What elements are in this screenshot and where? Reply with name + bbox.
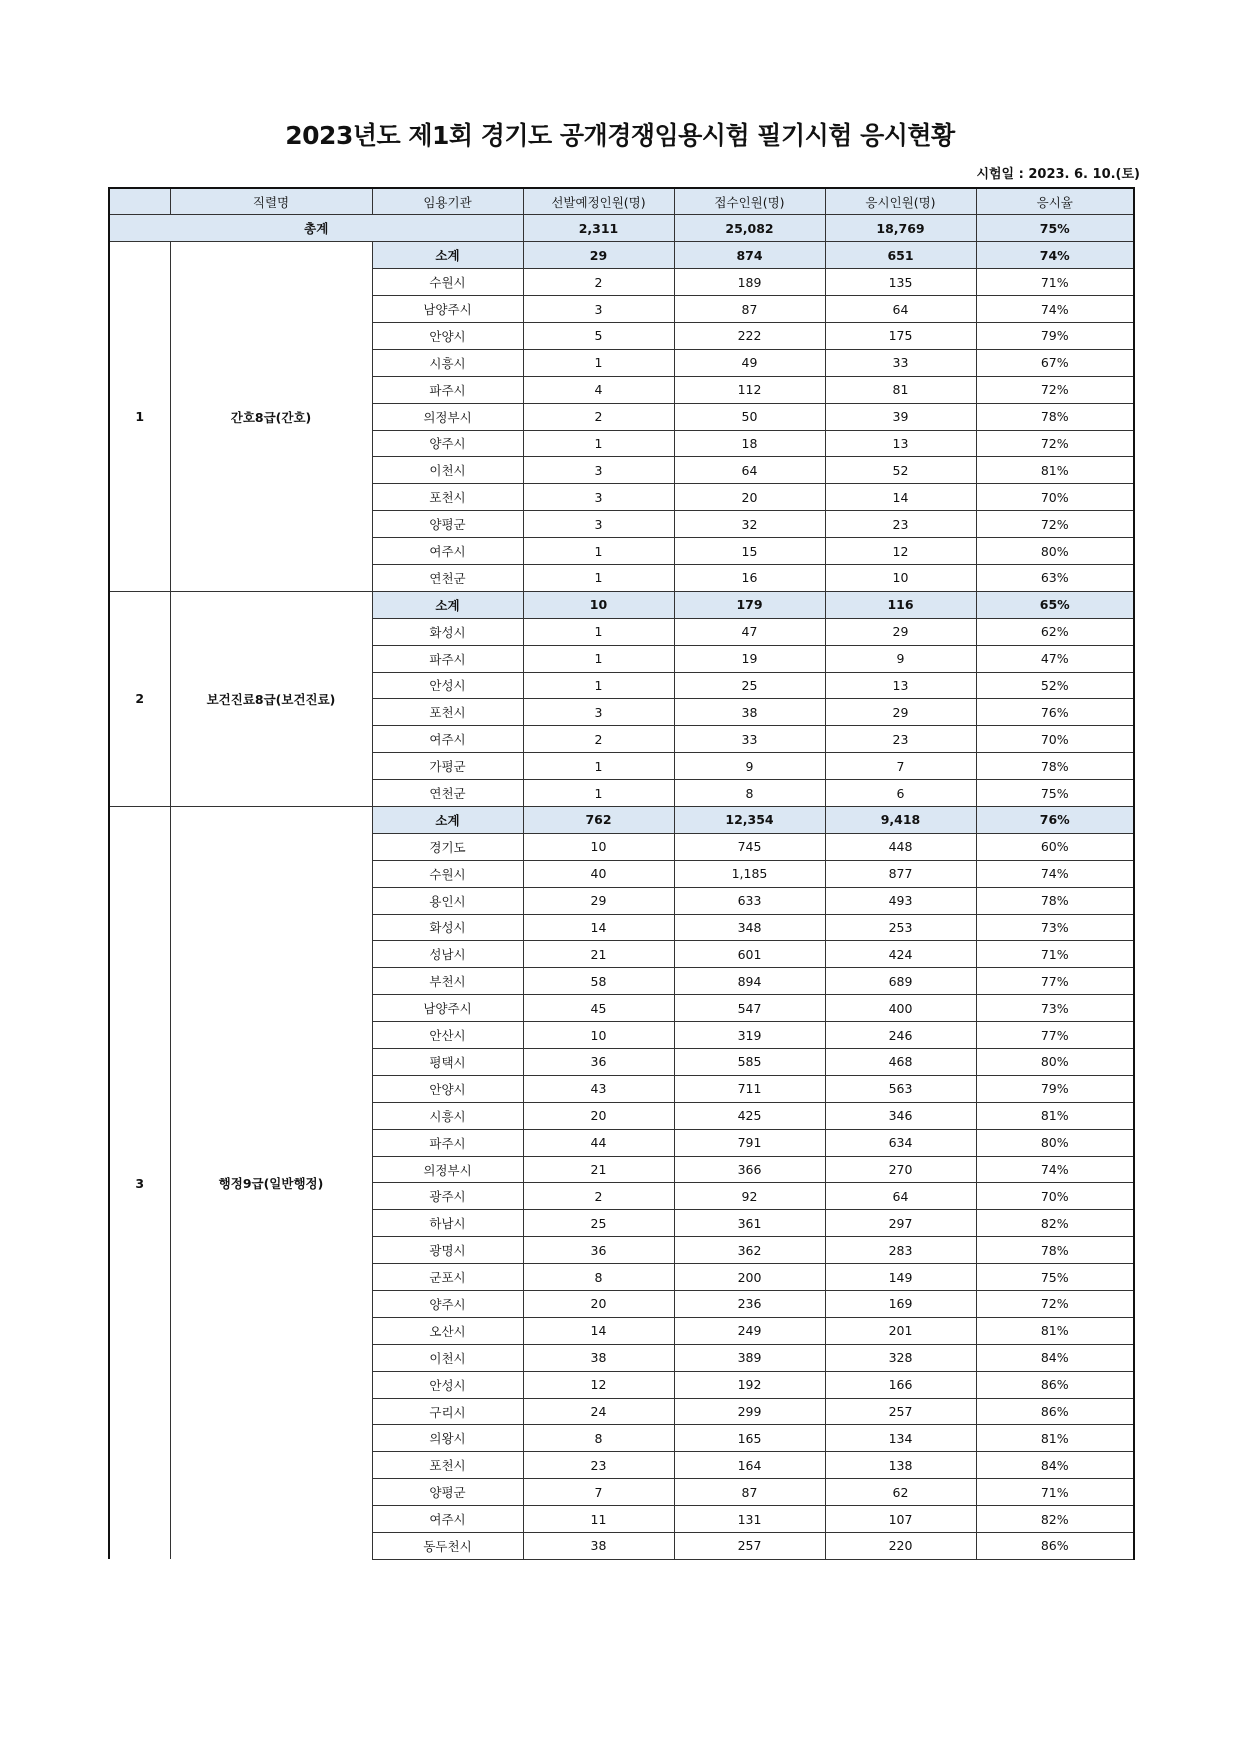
rate-cell: 84%: [976, 1452, 1134, 1479]
attended-cell: 877: [825, 860, 976, 887]
applied-cell: 38: [674, 699, 825, 726]
attended-cell: 448: [825, 833, 976, 860]
agency-cell: 여주시: [372, 726, 523, 753]
rate-cell: 79%: [976, 1075, 1134, 1102]
agency-cell: 포천시: [372, 699, 523, 726]
rate-cell: 70%: [976, 726, 1134, 753]
agency-cell: 화성시: [372, 618, 523, 645]
applied-cell: 348: [674, 914, 825, 941]
applied-cell: 164: [674, 1452, 825, 1479]
group-number: 2: [109, 591, 170, 806]
attended-cell: 81: [825, 376, 976, 403]
selected-cell: 36: [523, 1237, 674, 1264]
selected-cell: 36: [523, 1049, 674, 1076]
agency-cell: 안산시: [372, 1022, 523, 1049]
rate-cell: 75%: [976, 780, 1134, 807]
applied-cell: 299: [674, 1398, 825, 1425]
attended-cell: 135: [825, 269, 976, 296]
attended-cell: 29: [825, 618, 976, 645]
subtotal-rate-cell: 76%: [976, 806, 1134, 833]
applied-cell: 200: [674, 1264, 825, 1291]
agency-cell: 여주시: [372, 1506, 523, 1533]
group-series-name: 보건진료8급(보건진료): [170, 591, 372, 806]
rate-cell: 72%: [976, 1291, 1134, 1318]
selected-cell: 25: [523, 1210, 674, 1237]
agency-cell: 안양시: [372, 322, 523, 349]
selected-cell: 1: [523, 780, 674, 807]
agency-cell: 이천시: [372, 457, 523, 484]
subtotal-selected-cell: 29: [523, 242, 674, 269]
selected-cell: 14: [523, 1317, 674, 1344]
applied-cell: 20: [674, 484, 825, 511]
subtotal-rate-cell: 74%: [976, 242, 1134, 269]
header-rate: 응시율: [976, 188, 1134, 215]
header-row: [109, 188, 1134, 215]
attended-cell: 64: [825, 296, 976, 323]
applied-cell: 601: [674, 941, 825, 968]
subtotal-applied-cell: 874: [674, 242, 825, 269]
exam-date: 시험일 : 2023. 6. 10.(토): [976, 167, 1140, 182]
selected-cell: 44: [523, 1129, 674, 1156]
attended-cell: 23: [825, 726, 976, 753]
rate-cell: 81%: [976, 1317, 1134, 1344]
selected-cell: 3: [523, 296, 674, 323]
agency-cell: 양주시: [372, 430, 523, 457]
selected-cell: 29: [523, 887, 674, 914]
rate-cell: 77%: [976, 1022, 1134, 1049]
selected-cell: 24: [523, 1398, 674, 1425]
selected-cell: 20: [523, 1102, 674, 1129]
subtotal-selected-cell: 10: [523, 591, 674, 618]
header-series: 직렬명: [170, 188, 372, 215]
rate-cell: 72%: [976, 430, 1134, 457]
applied-cell: 745: [674, 833, 825, 860]
selected-cell: 8: [523, 1264, 674, 1291]
attended-cell: 13: [825, 430, 976, 457]
selected-cell: 40: [523, 860, 674, 887]
agency-cell: 경기도: [372, 833, 523, 860]
agency-cell: 남양주시: [372, 296, 523, 323]
applied-cell: 47: [674, 618, 825, 645]
rate-cell: 71%: [976, 941, 1134, 968]
agency-cell: 부천시: [372, 968, 523, 995]
selected-cell: 8: [523, 1425, 674, 1452]
rate-cell: 78%: [976, 753, 1134, 780]
header-agency: 임용기관: [372, 188, 523, 215]
agency-cell: 동두천시: [372, 1533, 523, 1560]
applied-cell: 50: [674, 403, 825, 430]
selected-cell: 43: [523, 1075, 674, 1102]
applied-cell: 8: [674, 780, 825, 807]
attended-cell: 107: [825, 1506, 976, 1533]
attended-cell: 23: [825, 511, 976, 538]
rate-cell: 81%: [976, 1425, 1134, 1452]
header-selected: 선발예정인원(명): [523, 188, 674, 215]
selected-cell: 4: [523, 376, 674, 403]
agency-cell: 구리시: [372, 1398, 523, 1425]
rate-cell: 78%: [976, 887, 1134, 914]
selected-cell: 23: [523, 1452, 674, 1479]
total-selected: 2,311: [523, 215, 674, 242]
attended-cell: 253: [825, 914, 976, 941]
agency-cell: 의정부시: [372, 1156, 523, 1183]
attended-cell: 9: [825, 645, 976, 672]
rate-cell: 52%: [976, 672, 1134, 699]
agency-cell: 양평군: [372, 1479, 523, 1506]
rate-cell: 71%: [976, 1479, 1134, 1506]
agency-cell: 파주시: [372, 376, 523, 403]
agency-cell: 화성시: [372, 914, 523, 941]
attended-cell: 134: [825, 1425, 976, 1452]
selected-cell: 3: [523, 511, 674, 538]
rate-cell: 80%: [976, 1049, 1134, 1076]
rate-cell: 81%: [976, 457, 1134, 484]
attended-cell: 634: [825, 1129, 976, 1156]
subtotal-rate-cell: 65%: [976, 591, 1134, 618]
group-series-name: 간호8급(간호): [170, 242, 372, 592]
selected-cell: 20: [523, 1291, 674, 1318]
group-series-name: 행정9급(일반행정): [170, 806, 372, 1559]
agency-cell: 양주시: [372, 1291, 523, 1318]
selected-cell: 2: [523, 1183, 674, 1210]
attended-cell: 493: [825, 887, 976, 914]
subtotal-attended-cell: 651: [825, 242, 976, 269]
selected-cell: 3: [523, 484, 674, 511]
total-attended: 18,769: [825, 215, 976, 242]
attended-cell: 6: [825, 780, 976, 807]
attended-cell: 283: [825, 1237, 976, 1264]
agency-cell: 시흥시: [372, 349, 523, 376]
rate-cell: 81%: [976, 1102, 1134, 1129]
selected-cell: 3: [523, 457, 674, 484]
applied-cell: 585: [674, 1049, 825, 1076]
applied-cell: 711: [674, 1075, 825, 1102]
selected-cell: 11: [523, 1506, 674, 1533]
rate-cell: 62%: [976, 618, 1134, 645]
agency-cell: 파주시: [372, 1129, 523, 1156]
applied-cell: 894: [674, 968, 825, 995]
selected-cell: 1: [523, 672, 674, 699]
rate-cell: 74%: [976, 1156, 1134, 1183]
applied-cell: 1,185: [674, 860, 825, 887]
attended-cell: 62: [825, 1479, 976, 1506]
rate-cell: 86%: [976, 1398, 1134, 1425]
agency-cell: 남양주시: [372, 995, 523, 1022]
applied-cell: 87: [674, 1479, 825, 1506]
agency-cell: 안성시: [372, 672, 523, 699]
selected-cell: 5: [523, 322, 674, 349]
agency-cell: 수원시: [372, 269, 523, 296]
selected-cell: 1: [523, 753, 674, 780]
subtotal-row: [109, 591, 1134, 618]
applied-cell: 33: [674, 726, 825, 753]
selected-cell: 58: [523, 968, 674, 995]
applied-cell: 131: [674, 1506, 825, 1533]
applied-cell: 547: [674, 995, 825, 1022]
subtotal-agency-cell: 소계: [372, 591, 523, 618]
applied-cell: 92: [674, 1183, 825, 1210]
rate-cell: 86%: [976, 1371, 1134, 1398]
agency-cell: 의정부시: [372, 403, 523, 430]
applied-cell: 165: [674, 1425, 825, 1452]
group-number: 3: [109, 806, 170, 1559]
selected-cell: 38: [523, 1533, 674, 1560]
attended-cell: 328: [825, 1344, 976, 1371]
attended-cell: 7: [825, 753, 976, 780]
rate-cell: 77%: [976, 968, 1134, 995]
agency-cell: 평택시: [372, 1049, 523, 1076]
applied-cell: 425: [674, 1102, 825, 1129]
selected-cell: 1: [523, 430, 674, 457]
attended-cell: 64: [825, 1183, 976, 1210]
agency-cell: 용인시: [372, 887, 523, 914]
attended-cell: 400: [825, 995, 976, 1022]
selected-cell: 38: [523, 1344, 674, 1371]
agency-cell: 가평군: [372, 753, 523, 780]
selected-cell: 2: [523, 269, 674, 296]
attended-cell: 270: [825, 1156, 976, 1183]
applied-cell: 32: [674, 511, 825, 538]
selected-cell: 12: [523, 1371, 674, 1398]
applied-cell: 257: [674, 1533, 825, 1560]
agency-cell: 광명시: [372, 1237, 523, 1264]
agency-cell: 시흥시: [372, 1102, 523, 1129]
subtotal-applied-cell: 179: [674, 591, 825, 618]
applied-cell: 189: [674, 269, 825, 296]
selected-cell: 1: [523, 349, 674, 376]
agency-cell: 연천군: [372, 564, 523, 591]
selected-cell: 10: [523, 833, 674, 860]
rate-cell: 70%: [976, 1183, 1134, 1210]
subtotal-row: [109, 806, 1134, 833]
selected-cell: 10: [523, 1022, 674, 1049]
attended-cell: 175: [825, 322, 976, 349]
attended-cell: 52: [825, 457, 976, 484]
agency-cell: 성남시: [372, 941, 523, 968]
header-attended: 응시인원(명): [825, 188, 976, 215]
applied-cell: 64: [674, 457, 825, 484]
rate-cell: 79%: [976, 322, 1134, 349]
attended-cell: 424: [825, 941, 976, 968]
agency-cell: 오산시: [372, 1317, 523, 1344]
applied-cell: 18: [674, 430, 825, 457]
total-label: 총계: [109, 215, 523, 242]
attended-cell: 149: [825, 1264, 976, 1291]
rate-cell: 84%: [976, 1344, 1134, 1371]
attended-cell: 33: [825, 349, 976, 376]
rate-cell: 82%: [976, 1210, 1134, 1237]
header-applied: 접수인원(명): [674, 188, 825, 215]
agency-cell: 연천군: [372, 780, 523, 807]
subtotal-selected-cell: 762: [523, 806, 674, 833]
total-rate: 75%: [976, 215, 1134, 242]
attended-cell: 10: [825, 564, 976, 591]
agency-cell: 이천시: [372, 1344, 523, 1371]
agency-cell: 파주시: [372, 645, 523, 672]
applied-cell: 389: [674, 1344, 825, 1371]
agency-cell: 여주시: [372, 538, 523, 565]
page-title: 2023년도 제1회 경기도 공개경쟁임용시험 필기시험 응시현황: [285, 121, 955, 150]
selected-cell: 14: [523, 914, 674, 941]
applied-cell: 19: [674, 645, 825, 672]
rate-cell: 70%: [976, 484, 1134, 511]
attended-cell: 346: [825, 1102, 976, 1129]
applied-cell: 49: [674, 349, 825, 376]
subtotal-agency-cell: 소계: [372, 242, 523, 269]
agency-cell: 안양시: [372, 1075, 523, 1102]
rate-cell: 67%: [976, 349, 1134, 376]
rate-cell: 82%: [976, 1506, 1134, 1533]
agency-cell: 수원시: [372, 860, 523, 887]
applied-cell: 366: [674, 1156, 825, 1183]
subtotal-attended-cell: 116: [825, 591, 976, 618]
applied-cell: 791: [674, 1129, 825, 1156]
rate-cell: 76%: [976, 699, 1134, 726]
applied-cell: 362: [674, 1237, 825, 1264]
selected-cell: 1: [523, 538, 674, 565]
attended-cell: 12: [825, 538, 976, 565]
rate-cell: 80%: [976, 1129, 1134, 1156]
attended-cell: 39: [825, 403, 976, 430]
attended-cell: 246: [825, 1022, 976, 1049]
rate-cell: 78%: [976, 403, 1134, 430]
selected-cell: 2: [523, 403, 674, 430]
rate-cell: 75%: [976, 1264, 1134, 1291]
rate-cell: 78%: [976, 1237, 1134, 1264]
attended-cell: 257: [825, 1398, 976, 1425]
applied-cell: 112: [674, 376, 825, 403]
selected-cell: 1: [523, 618, 674, 645]
applied-cell: 361: [674, 1210, 825, 1237]
subtotal-attended-cell: 9,418: [825, 806, 976, 833]
applied-cell: 633: [674, 887, 825, 914]
attended-cell: 563: [825, 1075, 976, 1102]
attended-cell: 468: [825, 1049, 976, 1076]
group-number: 1: [109, 242, 170, 592]
agency-cell: 포천시: [372, 484, 523, 511]
selected-cell: 21: [523, 1156, 674, 1183]
attended-cell: 29: [825, 699, 976, 726]
attended-cell: 689: [825, 968, 976, 995]
rate-cell: 73%: [976, 995, 1134, 1022]
rate-cell: 72%: [976, 376, 1134, 403]
rate-cell: 47%: [976, 645, 1134, 672]
agency-cell: 포천시: [372, 1452, 523, 1479]
rate-cell: 71%: [976, 269, 1134, 296]
rate-cell: 86%: [976, 1533, 1134, 1560]
header-no: [109, 188, 170, 215]
subtotal-row: [109, 242, 1134, 269]
selected-cell: 1: [523, 564, 674, 591]
rate-cell: 80%: [976, 538, 1134, 565]
applied-cell: 249: [674, 1317, 825, 1344]
applied-cell: 16: [674, 564, 825, 591]
rate-cell: 60%: [976, 833, 1134, 860]
agency-cell: 안성시: [372, 1371, 523, 1398]
agency-cell: 의왕시: [372, 1425, 523, 1452]
attended-cell: 14: [825, 484, 976, 511]
agency-cell: 하남시: [372, 1210, 523, 1237]
attended-cell: 13: [825, 672, 976, 699]
applied-cell: 9: [674, 753, 825, 780]
selected-cell: 45: [523, 995, 674, 1022]
selected-cell: 1: [523, 645, 674, 672]
subtotal-agency-cell: 소계: [372, 806, 523, 833]
attended-cell: 220: [825, 1533, 976, 1560]
agency-cell: 광주시: [372, 1183, 523, 1210]
total-row: [109, 215, 1134, 242]
subtotal-applied-cell: 12,354: [674, 806, 825, 833]
selected-cell: 3: [523, 699, 674, 726]
applied-cell: 319: [674, 1022, 825, 1049]
applied-cell: 15: [674, 538, 825, 565]
selected-cell: 7: [523, 1479, 674, 1506]
agency-cell: 양평군: [372, 511, 523, 538]
applied-cell: 25: [674, 672, 825, 699]
rate-cell: 74%: [976, 296, 1134, 323]
rate-cell: 72%: [976, 511, 1134, 538]
attended-cell: 297: [825, 1210, 976, 1237]
rate-cell: 63%: [976, 564, 1134, 591]
selected-cell: 2: [523, 726, 674, 753]
rate-cell: 73%: [976, 914, 1134, 941]
attended-cell: 166: [825, 1371, 976, 1398]
selected-cell: 21: [523, 941, 674, 968]
agency-cell: 군포시: [372, 1264, 523, 1291]
applied-cell: 236: [674, 1291, 825, 1318]
applied-cell: 87: [674, 296, 825, 323]
attended-cell: 201: [825, 1317, 976, 1344]
rate-cell: 74%: [976, 860, 1134, 887]
applied-cell: 192: [674, 1371, 825, 1398]
attended-cell: 169: [825, 1291, 976, 1318]
applied-cell: 222: [674, 322, 825, 349]
total-applied: 25,082: [674, 215, 825, 242]
attended-cell: 138: [825, 1452, 976, 1479]
exam-statistics-table: [108, 187, 1135, 1560]
